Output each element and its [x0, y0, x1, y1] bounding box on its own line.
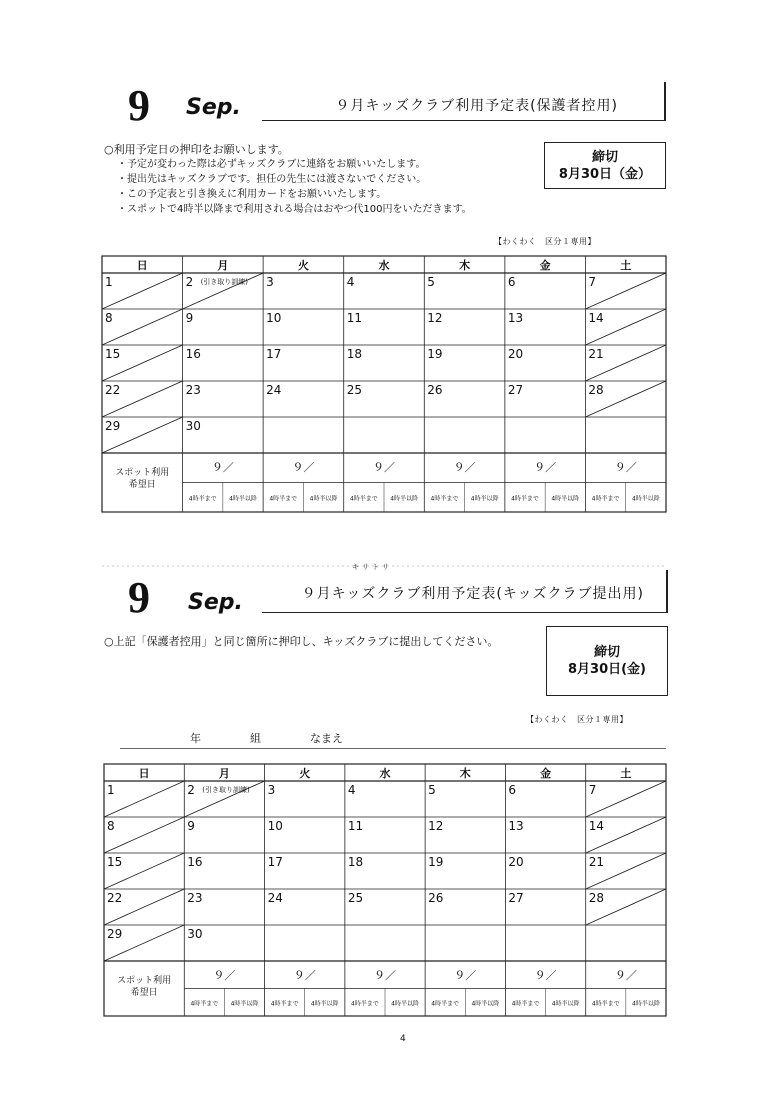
date-number: 27 — [507, 383, 524, 397]
date-number: 9 — [185, 311, 194, 325]
until-430-label: 4時半まで — [188, 495, 217, 503]
date-number: 12 — [428, 819, 444, 833]
date-number: 17 — [267, 855, 283, 869]
year-label: 年 — [190, 732, 201, 745]
spot-date-field: ９／ — [454, 969, 477, 982]
until-430-label: 4時半まで — [591, 495, 620, 503]
date-number: 14 — [588, 819, 604, 833]
after-430-label: 4時半以降 — [470, 495, 499, 503]
date-number: 8 — [105, 311, 113, 325]
month-number: 9 — [128, 81, 150, 130]
drill-note: (引き取り訓練) — [202, 786, 250, 794]
weekday-header: 金 — [540, 767, 552, 780]
spot-label: 希望日 — [130, 988, 158, 998]
date-number: 18 — [346, 347, 362, 361]
date-number: 2 — [187, 783, 195, 797]
spot-date-field: ９／ — [373, 461, 395, 474]
instruction-item: ・提出先はキッズクラブです。担任の先生には渡さないでください。 — [117, 174, 427, 185]
until-430-label: 4時半まで — [430, 495, 459, 503]
date-number: 10 — [267, 819, 283, 833]
date-number: 29 — [107, 927, 123, 941]
date-number: 21 — [588, 855, 604, 869]
date-number: 5 — [428, 783, 436, 797]
until-430-label: 4時半まで — [511, 1000, 540, 1008]
date-number: 16 — [187, 855, 203, 869]
spot-date-field: ９／ — [614, 461, 637, 474]
after-430-label: 4時半以降 — [391, 1000, 419, 1008]
weekday-header: 水 — [378, 259, 390, 272]
after-430-label: 4時半以降 — [631, 495, 660, 503]
date-number: 25 — [347, 891, 364, 905]
date-number: 26 — [428, 891, 444, 905]
cut-line-label: キリトリ — [352, 563, 392, 571]
date-number: 22 — [107, 891, 123, 905]
instruction-item: ・この予定表と引き換えに利用カードをお願いいたします。 — [117, 189, 387, 200]
weekday-header: 火 — [299, 767, 311, 780]
spot-date-field: ９／ — [614, 969, 637, 982]
spot-date-field: ９／ — [211, 461, 234, 474]
closed-day-slash — [104, 817, 184, 853]
weekday-header: 金 — [539, 259, 551, 272]
category-tag: 【わくわく 区分１専用】 — [526, 715, 628, 724]
name-label: なまえ — [310, 732, 343, 745]
weekday-header: 日 — [138, 767, 150, 780]
deadline-date: 8月30日(金) — [567, 662, 647, 677]
instruction-main: ○利用予定日の押印をお願いします。 — [104, 143, 289, 156]
after-430-label: 4時半以降 — [551, 1000, 580, 1008]
weekday-header: 土 — [620, 767, 632, 780]
date-number: 5 — [427, 275, 435, 289]
spot-label: スポット利用 — [115, 468, 170, 478]
date-number: 1 — [105, 275, 113, 289]
after-430-label: 4時半以降 — [551, 495, 580, 503]
date-number: 6 — [508, 783, 517, 797]
instruction-main: ○上記「保護者控用」と同じ箇所に押印し、キッズクラブに提出してください。 — [104, 635, 499, 648]
date-number: 13 — [508, 819, 524, 833]
weekday-header: 土 — [620, 259, 632, 272]
until-430-label: 4時半まで — [270, 1000, 299, 1008]
spot-label: 希望日 — [128, 480, 156, 490]
after-430-label: 4時半以降 — [309, 495, 338, 503]
date-number: 2 — [185, 275, 194, 289]
weekday-header: 月 — [217, 259, 229, 272]
after-430-label: 4時半以降 — [310, 1000, 339, 1008]
date-number: 7 — [588, 783, 597, 797]
date-number: 29 — [105, 419, 121, 433]
date-number: 24 — [266, 383, 282, 397]
date-number: 23 — [187, 891, 203, 905]
page-number: 4 — [400, 1034, 406, 1044]
weekday-header: 木 — [459, 259, 471, 272]
date-number: 24 — [267, 891, 283, 905]
after-430-label: 4時半以降 — [632, 1000, 660, 1008]
date-number: 14 — [588, 311, 604, 325]
date-number: 18 — [347, 855, 364, 869]
date-number: 26 — [427, 383, 443, 397]
class-label: 組 — [250, 732, 261, 745]
date-number: 20 — [507, 347, 524, 361]
spot-date-field: ９／ — [213, 969, 236, 982]
deadline-label: 締切 — [591, 149, 618, 165]
form-title-text: ９月キッズクラブ利用予定表(キッズクラブ提出用) — [301, 586, 644, 602]
date-number: 3 — [267, 783, 276, 797]
date-number: 27 — [508, 891, 524, 905]
spot-date-field: ９／ — [293, 969, 316, 982]
spot-label: スポット利用 — [117, 976, 172, 986]
month-english: Sep. — [186, 95, 241, 120]
until-430-label: 4時半まで — [349, 495, 378, 503]
instruction-item: ・スポットで4時半以降まで利用される場合はおやつ代100円をいただきます。 — [117, 204, 472, 215]
drill-note: (引き取り訓練) — [200, 278, 249, 286]
until-430-label: 4時半まで — [269, 495, 298, 503]
after-430-label: 4時半以降 — [230, 1000, 259, 1008]
until-430-label: 4時半まで — [351, 1000, 379, 1008]
date-number: 4 — [346, 275, 355, 289]
date-number: 13 — [507, 311, 524, 325]
form-title-text: ９月キッズクラブ利用予定表(保護者控用) — [335, 98, 618, 114]
date-number: 6 — [507, 275, 516, 289]
date-number: 11 — [347, 819, 364, 833]
until-430-label: 4時半まで — [591, 1000, 620, 1008]
spot-date-field: ９／ — [534, 461, 557, 474]
spot-date-field: ９／ — [374, 969, 396, 982]
month-number: 9 — [128, 573, 150, 622]
date-number: 12 — [427, 311, 443, 325]
after-430-label: 4時半以降 — [471, 1000, 500, 1008]
date-number: 3 — [266, 275, 274, 289]
date-number: 19 — [427, 347, 443, 361]
deadline-label: 締切 — [593, 645, 620, 660]
date-number: 4 — [347, 783, 356, 797]
until-430-label: 4時半まで — [511, 495, 539, 503]
date-number: 7 — [588, 275, 597, 289]
month-english: Sep. — [188, 590, 243, 615]
date-number: 16 — [185, 347, 201, 361]
date-number: 19 — [428, 855, 444, 869]
date-number: 1 — [107, 783, 115, 797]
weekday-header: 木 — [459, 767, 471, 780]
until-430-label: 4時半まで — [431, 1000, 460, 1008]
category-tag: 【わくわく 区分１専用】 — [494, 237, 596, 246]
weekday-header: 月 — [218, 767, 230, 780]
instruction-item: ・予定が変わった際は必ずキッズクラブに連絡をお願いいたします。 — [117, 159, 426, 170]
after-430-label: 4時半以降 — [390, 495, 419, 503]
closed-day-slash — [586, 781, 666, 817]
weekday-header: 日 — [136, 259, 148, 272]
date-number: 9 — [187, 819, 195, 833]
date-number: 28 — [588, 383, 604, 397]
spot-date-field: ９／ — [534, 969, 557, 982]
date-number: 15 — [105, 347, 121, 361]
weekday-header: 水 — [379, 767, 391, 780]
date-number: 15 — [107, 855, 123, 869]
date-number: 10 — [266, 311, 282, 325]
spot-date-field: ９／ — [292, 461, 315, 474]
date-number: 30 — [187, 927, 203, 941]
until-430-label: 4時半まで — [190, 1000, 219, 1008]
date-number: 23 — [185, 383, 201, 397]
deadline-date: 8月30日（金） — [558, 166, 652, 182]
date-number: 30 — [185, 419, 201, 433]
date-number: 25 — [346, 383, 362, 397]
date-number: 11 — [346, 311, 362, 325]
weekday-header: 火 — [297, 259, 309, 272]
date-number: 22 — [105, 383, 121, 397]
after-430-label: 4時半以降 — [229, 495, 257, 503]
spot-date-field: ９／ — [453, 461, 476, 474]
date-number: 21 — [588, 347, 604, 361]
date-number: 8 — [107, 819, 115, 833]
closed-day-slash — [104, 781, 184, 817]
date-number: 20 — [508, 855, 524, 869]
date-number: 28 — [588, 891, 604, 905]
date-number: 17 — [266, 347, 282, 361]
